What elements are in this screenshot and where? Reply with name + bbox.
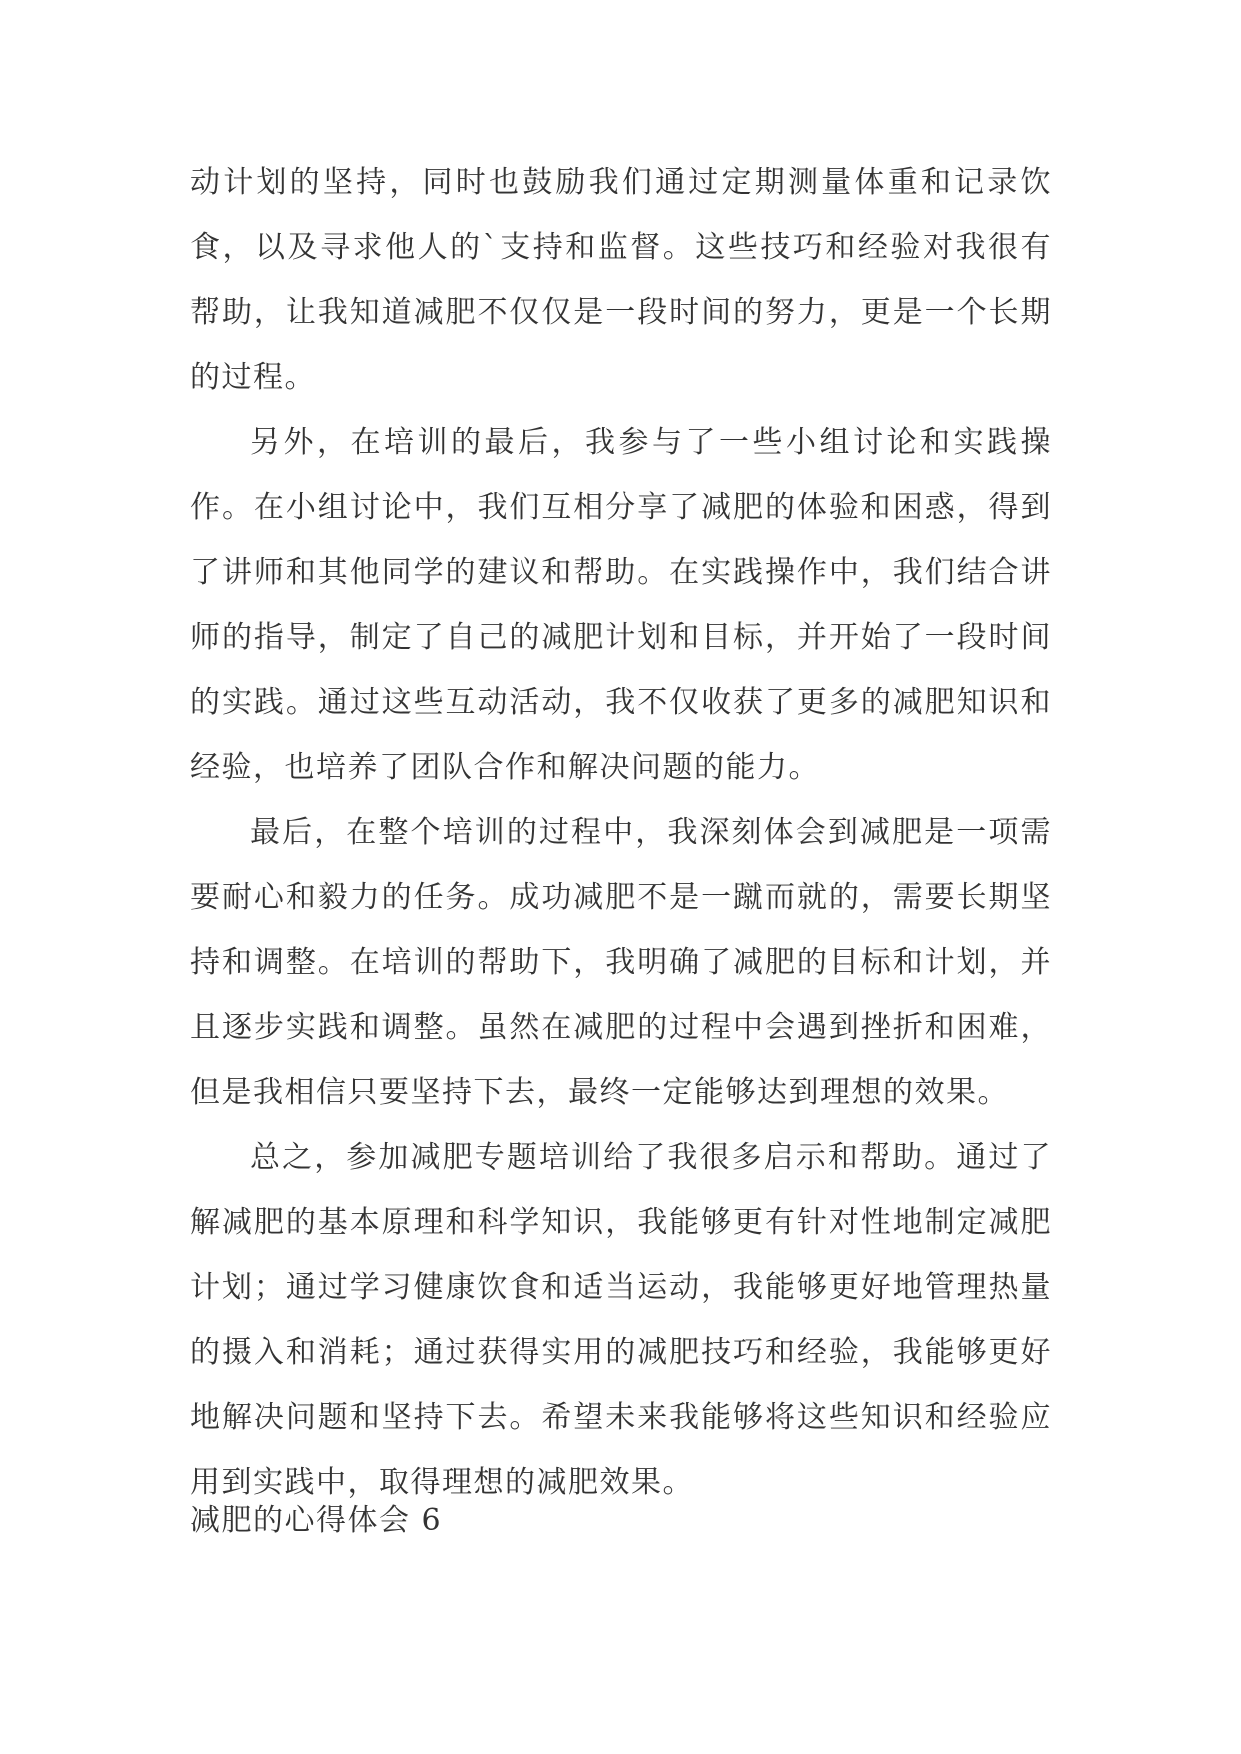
paragraph-continued: 动计划的坚持，同时也鼓励我们通过定期测量体重和记录饮食，以及寻求他人的`支持和监督。这些技巧和经验对我很有帮助，让我知道减肥不仅仅是一段时间的努力，更是一个长期的过程。 [190,165,1052,395]
paragraph-group-discussion: 另外，在培训的最后，我参与了一些小组讨论和实践操作。在小组讨论中，我们互相分享了减肥的体验和困惑，得到了讲师和其他同学的建议和帮助。在实践操作中，我们结合讲师的指导，制定了自己的减肥计划和目标，并开始了一段时间的实践。通过这些互动活动，我不仅收获了更多的减肥知识和经验，也培养了团队合作和解决问题的能力。 [190,425,1052,785]
section-heading: 减肥的心得体会 6 [190,1503,443,1538]
document-body [190,150,1052,1515]
paragraph-persistence: 最后，在整个培训的过程中，我深刻体会到减肥是一项需要耐心和毅力的任务。成功减肥不是一蹴而就的，需要长期坚持和调整。在培训的帮助下，我明确了减肥的目标和计划，并且逐步实践和调整。虽然在减肥的过程中会遇到挫折和困难，但是我相信只要坚持下去，最终一定能够达到理想的效果。 [190,815,1052,1110]
paragraph-conclusion: 总之，参加减肥专题培训给了我很多启示和帮助。通过了解减肥的基本原理和科学知识，我能够更有针对性地制定减肥计划；通过学习健康饮食和适当运动，我能够更好地管理热量的摄入和消耗；通过获得实用的减肥技巧和经验，我能够更好地解决问题和坚持下去。希望未来我能够将这些知识和经验应用到实践中，取得理想的减肥效果。 [190,1140,1052,1500]
